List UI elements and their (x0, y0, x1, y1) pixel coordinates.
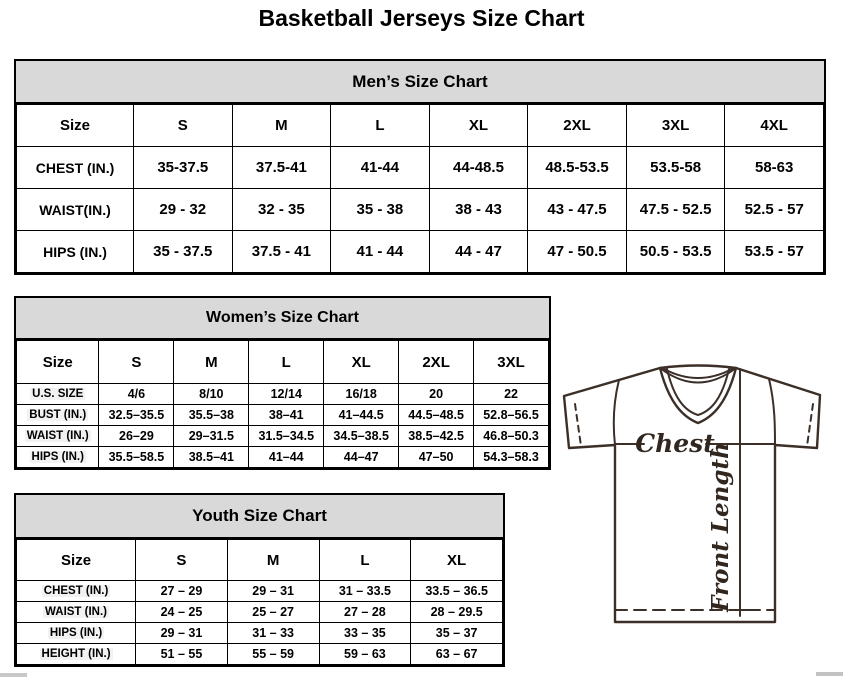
womens-chart-grid (16, 340, 549, 468)
size-value-cell: 51 – 55 (136, 644, 228, 665)
size-value-cell: 32 - 35 (232, 189, 331, 231)
measurement-row-label: HIPS (IN.) (17, 231, 134, 273)
size-value-cell: 33.5 – 36.5 (411, 581, 503, 602)
size-value-cell: 44–47 (324, 447, 399, 468)
measurement-row-label: WAIST (IN.) (17, 426, 99, 447)
size-column-header: Size (17, 341, 99, 384)
right-cuff-dashed-line (807, 404, 813, 446)
front-length-line (733, 369, 748, 616)
size-value-cell: 4/6 (99, 384, 174, 405)
size-value-cell: 26–29 (99, 426, 174, 447)
youth-size-chart (14, 493, 505, 667)
size-column-header: L (319, 540, 411, 581)
size-value-cell: 35-37.5 (134, 147, 233, 189)
size-column-header: XL (429, 105, 528, 147)
collar-top-edge (660, 366, 736, 369)
right-armhole-seam (769, 379, 775, 445)
womens-chart-title: Women’s Size Chart (16, 298, 549, 340)
size-column-header: M (174, 341, 249, 384)
size-value-cell: 38.5–42.5 (399, 426, 474, 447)
table-row (17, 189, 824, 231)
header-row (17, 105, 824, 147)
size-value-cell: 16/18 (324, 384, 399, 405)
size-value-cell: 20 (399, 384, 474, 405)
size-column-header: S (134, 105, 233, 147)
left-cuff-dashed-line (575, 404, 581, 446)
measurement-row-label: BUST (IN.) (17, 405, 99, 426)
measurement-row-label: CHEST (IN.) (17, 581, 136, 602)
size-value-cell: 35 – 37 (411, 623, 503, 644)
size-value-cell: 47 - 50.5 (528, 231, 627, 273)
jersey-outline (564, 368, 820, 622)
size-value-cell: 53.5-58 (626, 147, 725, 189)
size-value-cell: 41-44 (331, 147, 430, 189)
table-row (17, 147, 824, 189)
size-value-cell: 41–44.5 (324, 405, 399, 426)
size-value-cell: 44-48.5 (429, 147, 528, 189)
measurement-row-label: WAIST(IN.) (17, 189, 134, 231)
size-column-header: 2XL (399, 341, 474, 384)
measurement-row-label: HEIGHT (IN.) (17, 644, 136, 665)
size-value-cell: 22 (474, 384, 549, 405)
size-column-header: S (99, 341, 174, 384)
size-value-cell: 41–44 (249, 447, 324, 468)
table-row (17, 384, 549, 405)
horizontal-scrollbar-fragment-right[interactable] (816, 672, 843, 676)
size-column-header: 2XL (528, 105, 627, 147)
size-column-header: 3XL (474, 341, 549, 384)
measurement-row-label: HIPS (IN.) (17, 447, 99, 468)
size-value-cell: 35.5–58.5 (99, 447, 174, 468)
size-value-cell: 35.5–38 (174, 405, 249, 426)
size-value-cell: 29 – 31 (136, 623, 228, 644)
size-value-cell: 50.5 - 53.5 (626, 231, 725, 273)
size-value-cell: 27 – 28 (319, 602, 411, 623)
size-column-header: M (227, 540, 319, 581)
size-column-header: Size (17, 540, 136, 581)
size-value-cell: 43 - 47.5 (528, 189, 627, 231)
size-value-cell: 58-63 (725, 147, 824, 189)
size-value-cell: 37.5 - 41 (232, 231, 331, 273)
table-row (17, 405, 549, 426)
chest-label: Chest (635, 429, 715, 458)
jersey-measurement-diagram (552, 359, 837, 627)
table-row (17, 426, 549, 447)
size-value-cell: 35 - 37.5 (134, 231, 233, 273)
size-value-cell: 8/10 (174, 384, 249, 405)
size-value-cell: 25 – 27 (227, 602, 319, 623)
size-column-header: S (136, 540, 228, 581)
table-row (17, 447, 549, 468)
jersey-diagram-svg (552, 359, 837, 627)
table-row (17, 623, 503, 644)
size-column-header: 4XL (725, 105, 824, 147)
size-value-cell: 31 – 33.5 (319, 581, 411, 602)
size-value-cell: 28 – 29.5 (411, 602, 503, 623)
size-column-header: L (249, 341, 324, 384)
header-row (17, 341, 549, 384)
size-column-header: Size (17, 105, 134, 147)
size-value-cell: 47–50 (399, 447, 474, 468)
size-value-cell: 48.5-53.5 (528, 147, 627, 189)
size-value-cell: 24 – 25 (136, 602, 228, 623)
size-value-cell: 27 – 29 (136, 581, 228, 602)
measurement-row-label: HIPS (IN.) (17, 623, 136, 644)
youth-chart-title: Youth Size Chart (16, 495, 503, 539)
size-value-cell: 59 – 63 (319, 644, 411, 665)
measurement-row-label: U.S. SIZE (17, 384, 99, 405)
size-value-cell: 53.5 - 57 (725, 231, 824, 273)
measurement-row-label: CHEST (IN.) (17, 147, 134, 189)
size-value-cell: 35 - 38 (331, 189, 430, 231)
page-title: Basketball Jerseys Size Chart (258, 5, 585, 31)
mens-chart-grid (16, 104, 824, 273)
size-value-cell: 33 – 35 (319, 623, 411, 644)
size-column-header: XL (324, 341, 399, 384)
horizontal-scrollbar-fragment-left[interactable] (0, 673, 27, 677)
womens-size-chart (14, 296, 551, 470)
left-armhole-seam (614, 380, 619, 445)
size-value-cell: 55 – 59 (227, 644, 319, 665)
table-row (17, 644, 503, 665)
size-value-cell: 29–31.5 (174, 426, 249, 447)
size-value-cell: 29 - 32 (134, 189, 233, 231)
size-column-header: 3XL (626, 105, 725, 147)
collar-back-arc-outer (660, 368, 736, 383)
size-value-cell: 52.5 - 57 (725, 189, 824, 231)
size-value-cell: 41 - 44 (331, 231, 430, 273)
front-length-label: Front Length (707, 442, 734, 612)
size-value-cell: 31 – 33 (227, 623, 319, 644)
mens-size-chart (14, 59, 826, 275)
size-column-header: M (232, 105, 331, 147)
size-value-cell: 46.8–50.3 (474, 426, 549, 447)
measurement-row-label: WAIST (IN.) (17, 602, 136, 623)
size-column-header: XL (411, 540, 503, 581)
size-value-cell: 63 – 67 (411, 644, 503, 665)
header-row (17, 540, 503, 581)
size-value-cell: 32.5–35.5 (99, 405, 174, 426)
table-row (17, 231, 824, 273)
size-value-cell: 52.8–56.5 (474, 405, 549, 426)
size-value-cell: 31.5–34.5 (249, 426, 324, 447)
size-value-cell: 44.5–48.5 (399, 405, 474, 426)
mens-chart-title: Men’s Size Chart (16, 61, 824, 104)
size-value-cell: 44 - 47 (429, 231, 528, 273)
vneck-inner (667, 369, 729, 415)
youth-chart-grid (16, 539, 503, 665)
size-value-cell: 12/14 (249, 384, 324, 405)
size-value-cell: 54.3–58.3 (474, 447, 549, 468)
size-column-header: L (331, 105, 430, 147)
size-value-cell: 38–41 (249, 405, 324, 426)
size-value-cell: 34.5–38.5 (324, 426, 399, 447)
size-value-cell: 47.5 - 52.5 (626, 189, 725, 231)
size-value-cell: 29 – 31 (227, 581, 319, 602)
table-row (17, 581, 503, 602)
size-value-cell: 37.5-41 (232, 147, 331, 189)
table-row (17, 602, 503, 623)
size-value-cell: 38 - 43 (429, 189, 528, 231)
size-value-cell: 38.5–41 (174, 447, 249, 468)
